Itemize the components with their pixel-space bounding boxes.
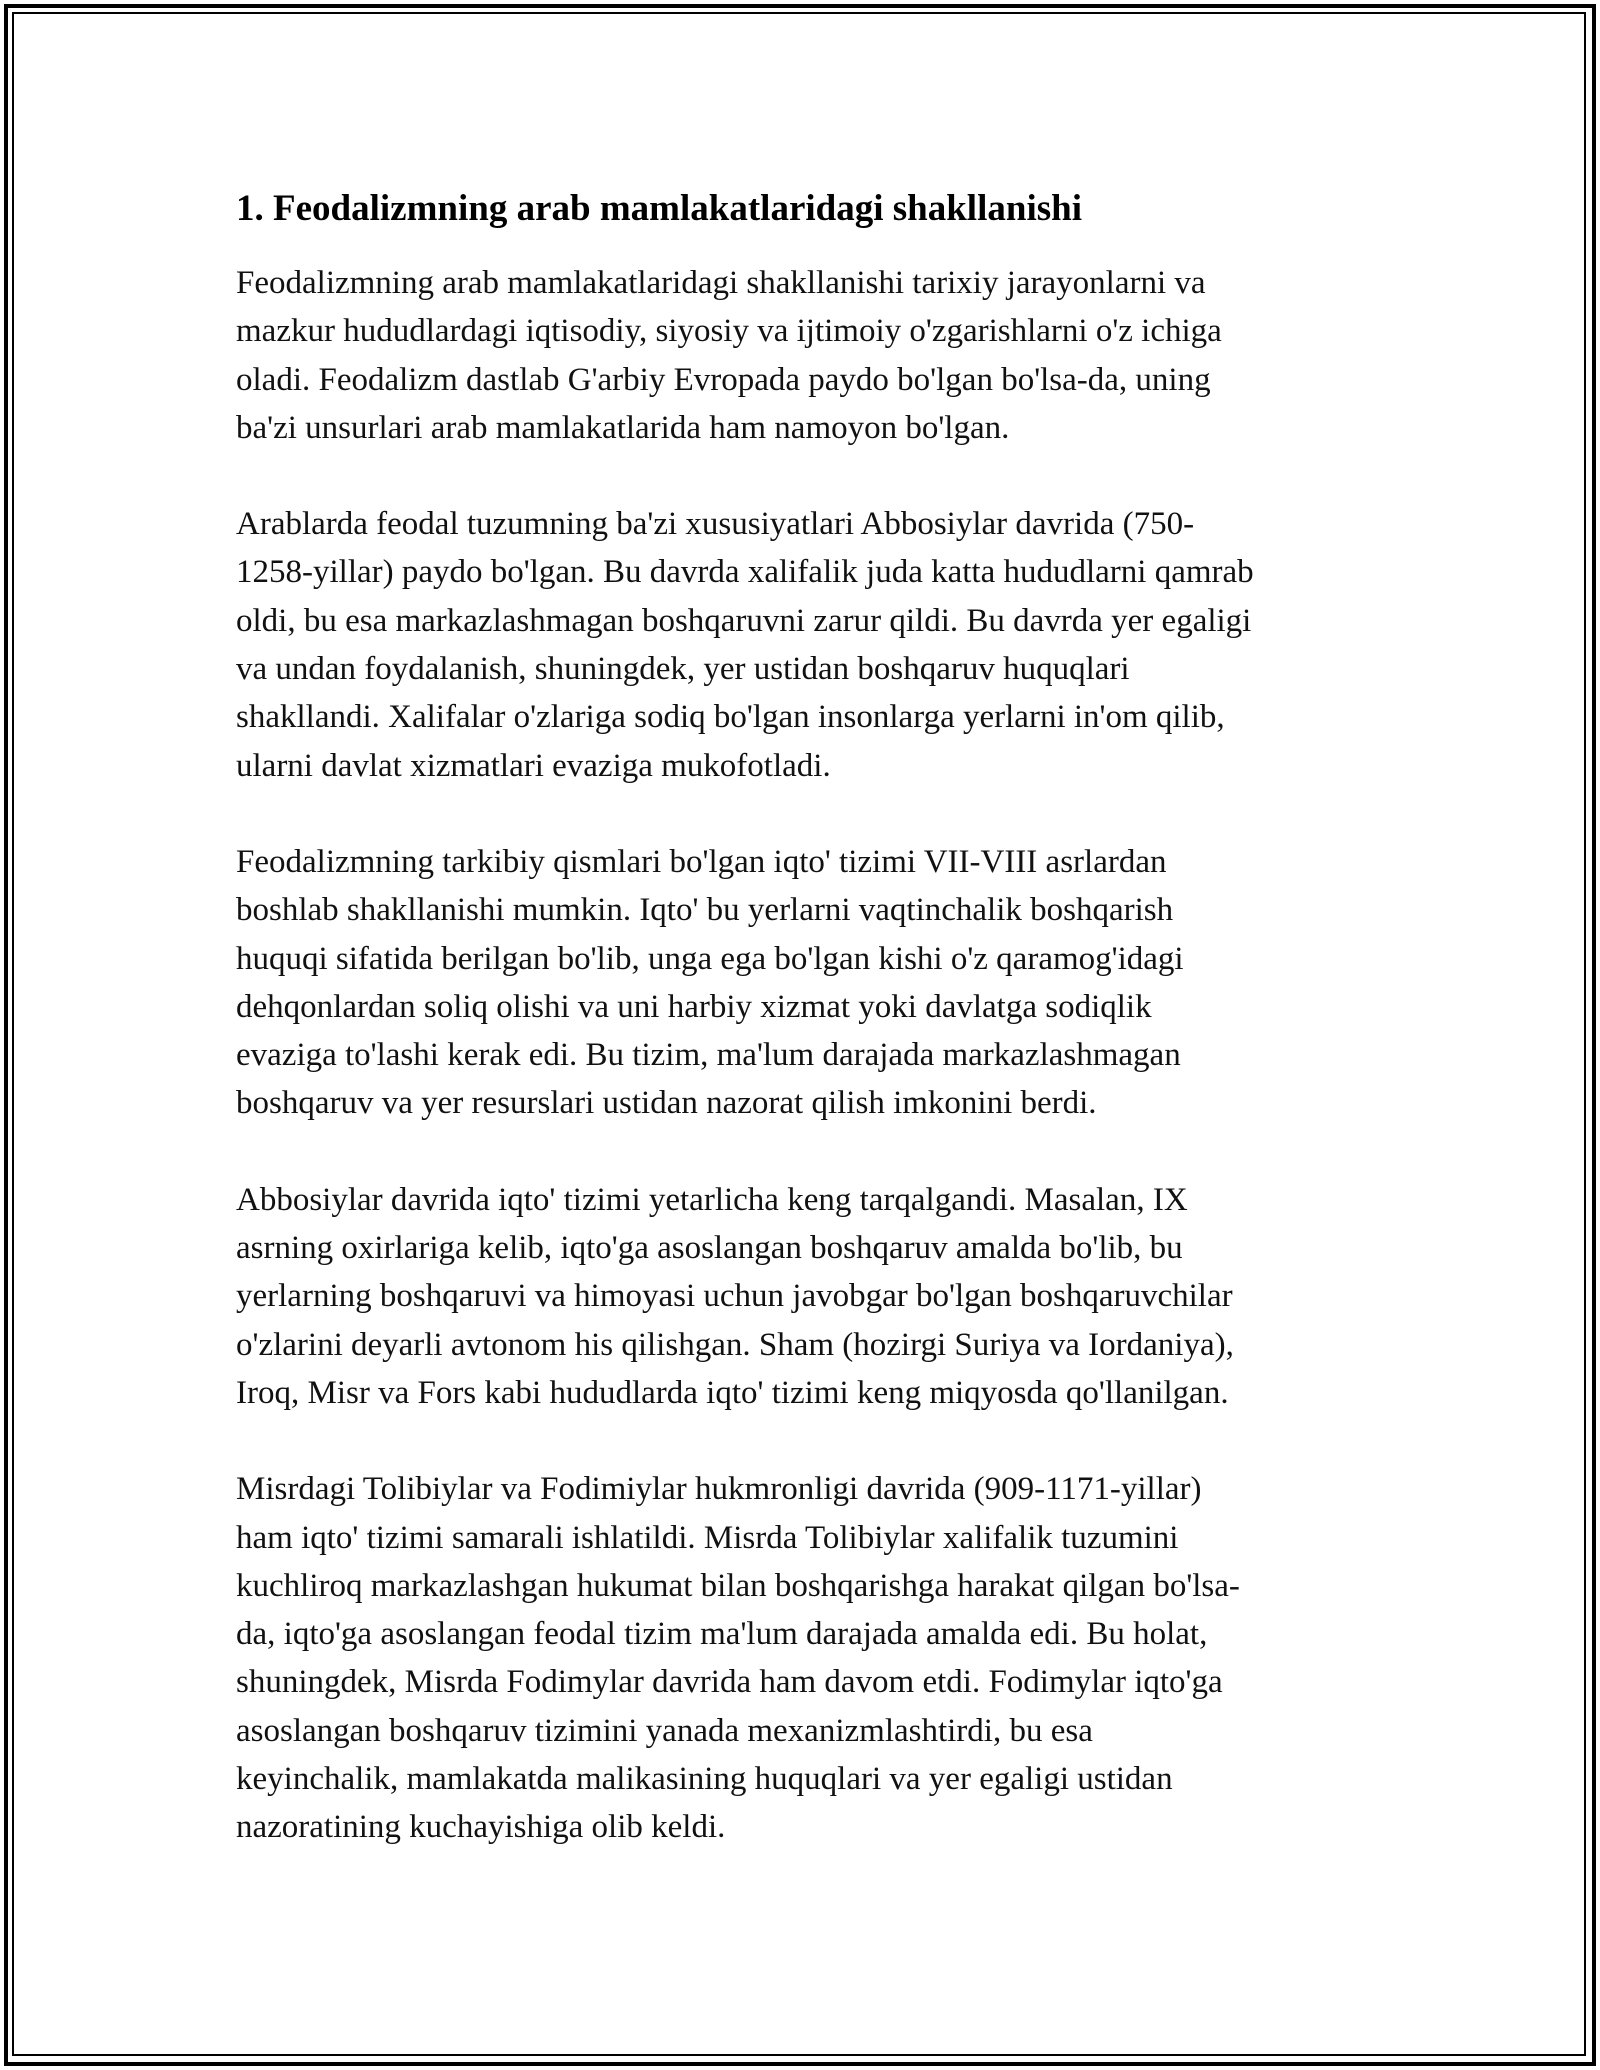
paragraph-line: boshlab shakllanishi mumkin. Iqto' bu yerlarni vaqtinchalik boshqarish <box>236 892 1174 929</box>
paragraph-line: kuchliroq markazlashgan hukumat bilan boshqarishga harakat qilgan bo'lsa- <box>236 1567 1240 1604</box>
paragraph-line: nazoratining kuchayishiga olib keldi. <box>236 1809 726 1846</box>
paragraph-line: shakllandi. Xalifalar o'zlariga sodiq bo'lgan insonlarga yerlarni in'om qilib, <box>236 699 1225 736</box>
paragraph-spacer <box>236 790 1376 838</box>
paragraph-line: asrning oxirlariga kelib, iqto'ga asoslangan boshqaruv amalda bo'lib, bu <box>236 1230 1183 1267</box>
paragraph-line: shuningdek, Misrda Fodimylar davrida ham davom etdi. Fodimylar iqto'ga <box>236 1664 1223 1701</box>
paragraph-line: ularni davlat xizmatlari evaziga mukofotladi. <box>236 747 831 784</box>
paragraph-1 <box>236 259 1376 452</box>
paragraph-line: boshqaruv va yer resurslari ustidan nazorat qilish imkonini berdi. <box>236 1085 1097 1122</box>
document-title: 1. Feodalizmning arab mamlakatlaridagi shakllanishi <box>236 188 1082 229</box>
document-body <box>236 187 1376 1852</box>
paragraph-line: keyinchalik, mamlakatda malikasining huquqlari va yer egaligi ustidan <box>236 1761 1173 1798</box>
paragraph-line: dehqonlardan soliq olishi va uni harbiy xizmat yoki davlatga sodiqlik <box>236 988 1152 1025</box>
paragraph-line: Arablarda feodal tuzumning ba'zi xususiyatlari Abbosiylar davrida (750- <box>236 506 1195 543</box>
paragraph-line: va undan foydalanish, shuningdek, yer ustidan boshqaruv huquqlari <box>236 651 1130 688</box>
paragraph-line: ham iqto' tizimi samarali ishlatildi. Misrda Tolibiylar xalifalik tuzumini <box>236 1519 1179 1556</box>
paragraph-line: asoslangan boshqaruv tizimini yanada mexanizmlashtirdi, bu esa <box>236 1712 1093 1749</box>
paragraph-spacer <box>236 1128 1376 1176</box>
title-spacer <box>236 231 1376 259</box>
paragraph-line: Feodalizmning tarkibiy qismlari bo'lgan iqto' tizimi VII-VIII asrlardan <box>236 843 1167 880</box>
paragraph-line: da, iqto'ga asoslangan feodal tizim ma'lum darajada amalda edi. Bu holat, <box>236 1616 1208 1653</box>
paragraph-3 <box>236 838 1376 1128</box>
paragraph-line: evaziga to'lashi kerak edi. Bu tizim, ma'lum darajada markazlashmagan <box>236 1037 1181 1074</box>
paragraph-spacer <box>236 1417 1376 1465</box>
paragraph-line: Iroq, Misr va Fors kabi hududlarda iqto' tizimi keng miqyosda qo'llanilgan. <box>236 1374 1229 1411</box>
paragraph-2 <box>236 500 1376 790</box>
paragraph-line: o'zlarini deyarli avtonom his qilishgan. Sham (hozirgi Suriya va Iordaniya), <box>236 1326 1234 1363</box>
paragraph-line: Misrdagi Tolibiylar va Fodimiylar hukmronligi davrida (909-1171-yillar) <box>236 1471 1202 1508</box>
paragraph-4 <box>236 1176 1376 1417</box>
paragraph-line: huquqi sifatida berilgan bo'lib, unga ega bo'lgan kishi o'z qaramog'idagi <box>236 940 1184 977</box>
paragraph-line: yerlarning boshqaruvi va himoyasi uchun javobgar bo'lgan boshqaruvchilar <box>236 1278 1233 1315</box>
paragraph-5 <box>236 1465 1376 1851</box>
paragraph-line: Abbosiylar davrida iqto' tizimi yetarlicha keng tarqalgandi. Masalan, IX <box>236 1181 1188 1218</box>
paragraph-line: mazkur hududlardagi iqtisodiy, siyosiy va ijtimoiy o'zgarishlarni o'z ichiga <box>236 313 1222 350</box>
paragraph-line: oldi, bu esa markazlashmagan boshqaruvni zarur qildi. Bu davrda yer egaligi <box>236 602 1252 639</box>
paragraph-line: Feodalizmning arab mamlakatlaridagi shakllanishi tarixiy jarayonlarni va <box>236 265 1206 301</box>
paragraph-line: 1258-yillar) paydo bo'lgan. Bu davrda xalifalik juda katta hududlarni qamrab <box>236 554 1254 591</box>
paragraph-spacer <box>236 452 1376 500</box>
paragraph-line: oladi. Feodalizm dastlab G'arbiy Evropada paydo bo'lgan bo'lsa-da, uning <box>236 361 1211 398</box>
paragraph-line: ba'zi unsurlari arab mamlakatlarida ham namoyon bo'lgan. <box>236 409 1010 446</box>
